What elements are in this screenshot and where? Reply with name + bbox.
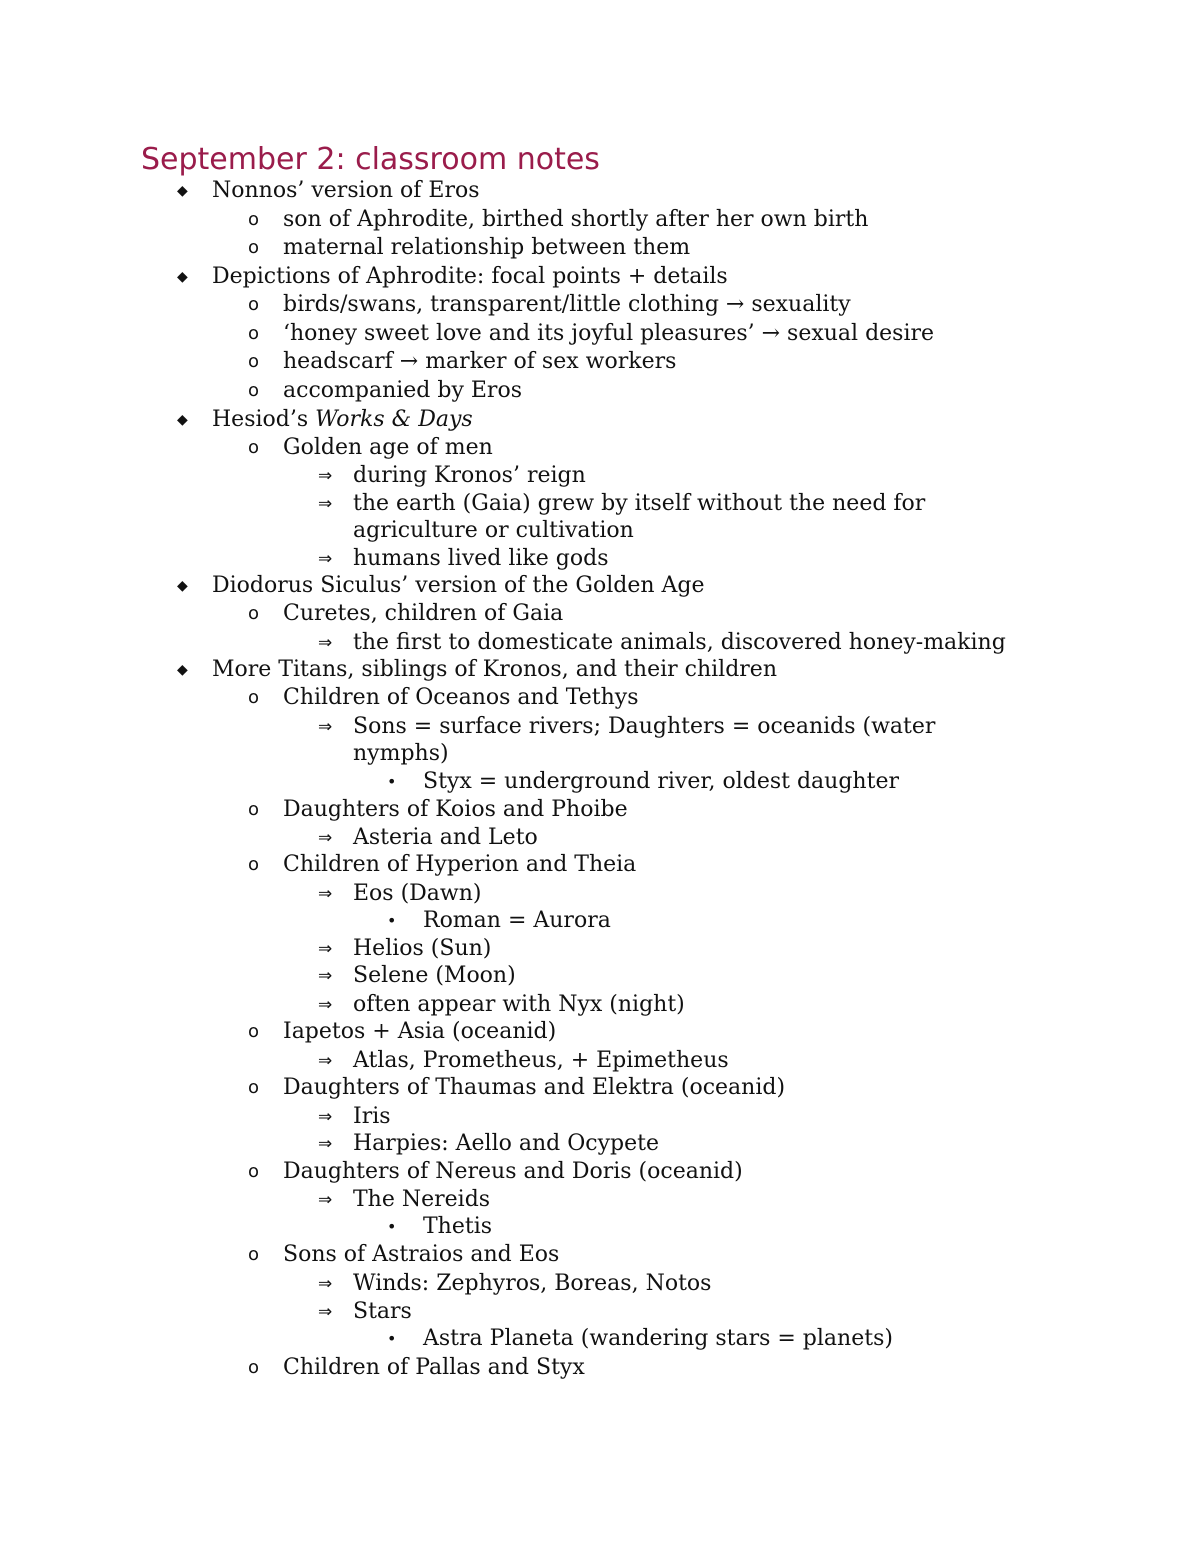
list-item: Astra Planeta (wandering stars = planets) bbox=[423, 1326, 893, 1351]
circle-bullet-icon: o bbox=[248, 380, 260, 401]
list-item-continuation: agriculture or cultivation bbox=[353, 518, 634, 543]
circle-bullet-icon: o bbox=[248, 854, 260, 875]
list-item: Stars bbox=[353, 1299, 412, 1324]
arrow-bullet-icon: ⇒ bbox=[318, 1274, 333, 1294]
circle-bullet-icon: o bbox=[248, 1161, 260, 1182]
arrow-bullet-icon: ⇒ bbox=[318, 549, 333, 569]
list-item: Styx = underground river, oldest daughter bbox=[423, 769, 899, 794]
circle-bullet-icon: o bbox=[248, 687, 260, 708]
list-item: Sons = surface rivers; Daughters = oceanids (water bbox=[353, 714, 936, 739]
circle-bullet-icon: o bbox=[248, 603, 260, 624]
dot-bullet-icon: • bbox=[387, 1217, 397, 1236]
list-item: Nonnos’ version of Eros bbox=[212, 178, 480, 203]
arrow-bullet-icon: ⇒ bbox=[318, 466, 333, 486]
list-item: often appear with Nyx (night) bbox=[353, 992, 685, 1017]
list-item: Selene (Moon) bbox=[353, 963, 516, 988]
list-item: Roman = Aurora bbox=[423, 908, 611, 933]
arrow-bullet-icon: ⇒ bbox=[318, 1134, 333, 1154]
list-item: The Nereids bbox=[353, 1187, 491, 1212]
list-item: maternal relationship between them bbox=[283, 235, 691, 260]
list-item: the earth (Gaia) grew by itself without the need for bbox=[353, 491, 926, 516]
list-item: Iapetos + Asia (oceanid) bbox=[283, 1019, 557, 1044]
list-item bbox=[212, 406, 473, 434]
list-item: Atlas, Prometheus, + Epimetheus bbox=[353, 1048, 729, 1073]
circle-bullet-icon: o bbox=[248, 1077, 260, 1098]
list-item: Daughters of Koios and Phoibe bbox=[283, 797, 628, 822]
list-item: during Kronos’ reign bbox=[353, 463, 586, 488]
circle-bullet-icon: o bbox=[248, 351, 260, 372]
list-item: the first to domesticate animals, discovered honey-making bbox=[353, 630, 1006, 655]
list-item: ‘honey sweet love and its joyful pleasures’ → sexual desire bbox=[283, 321, 935, 346]
arrow-bullet-icon: ⇒ bbox=[318, 1302, 333, 1322]
circle-bullet-icon: o bbox=[248, 294, 260, 315]
diamond-bullet-icon: ◆ bbox=[177, 412, 188, 428]
arrow-bullet-icon: ⇒ bbox=[318, 633, 333, 653]
list-item: Daughters of Nereus and Doris (oceanid) bbox=[283, 1159, 743, 1184]
list-item: Eos (Dawn) bbox=[353, 881, 482, 906]
list-item: Golden age of men bbox=[283, 435, 493, 460]
list-item-text: Hesiod’s bbox=[212, 407, 316, 432]
circle-bullet-icon: o bbox=[248, 1357, 260, 1378]
list-item: Winds: Zephyros, Boreas, Notos bbox=[353, 1271, 712, 1296]
book-title: Works & Days bbox=[315, 407, 473, 432]
list-item-continuation: nymphs) bbox=[353, 741, 449, 766]
list-item: Depictions of Aphrodite: focal points + details bbox=[212, 264, 728, 289]
list-item: humans lived like gods bbox=[353, 546, 609, 571]
list-item: Helios (Sun) bbox=[353, 936, 492, 961]
list-item: Children of Pallas and Styx bbox=[283, 1355, 585, 1380]
circle-bullet-icon: o bbox=[248, 323, 260, 344]
list-item: Sons of Astraios and Eos bbox=[283, 1242, 560, 1267]
diamond-bullet-icon: ◆ bbox=[177, 578, 188, 594]
circle-bullet-icon: o bbox=[248, 437, 260, 458]
arrow-bullet-icon: ⇒ bbox=[318, 828, 333, 848]
circle-bullet-icon: o bbox=[248, 1244, 260, 1265]
list-item: Curetes, children of Gaia bbox=[283, 601, 564, 626]
list-item: Children of Oceanos and Tethys bbox=[283, 685, 639, 710]
list-item: accompanied by Eros bbox=[283, 378, 522, 403]
circle-bullet-icon: o bbox=[248, 209, 260, 230]
list-item: Thetis bbox=[423, 1214, 493, 1239]
arrow-bullet-icon: ⇒ bbox=[318, 966, 333, 986]
arrow-bullet-icon: ⇒ bbox=[318, 1190, 333, 1210]
arrow-bullet-icon: ⇒ bbox=[318, 494, 333, 514]
diamond-bullet-icon: ◆ bbox=[177, 662, 188, 678]
page-title: September 2: classroom notes bbox=[141, 142, 600, 177]
list-item: Harpies: Aello and Ocypete bbox=[353, 1131, 659, 1156]
list-item: Diodorus Siculus’ version of the Golden Age bbox=[212, 573, 705, 598]
list-item: birds/swans, transparent/little clothing → sexuality bbox=[283, 292, 851, 317]
list-item: Asteria and Leto bbox=[353, 825, 538, 850]
diamond-bullet-icon: ◆ bbox=[177, 183, 188, 199]
circle-bullet-icon: o bbox=[248, 799, 260, 820]
arrow-bullet-icon: ⇒ bbox=[318, 1051, 333, 1071]
list-item: Iris bbox=[353, 1104, 391, 1129]
list-item: More Titans, siblings of Kronos, and their children bbox=[212, 657, 777, 682]
arrow-bullet-icon: ⇒ bbox=[318, 1107, 333, 1127]
arrow-bullet-icon: ⇒ bbox=[318, 884, 333, 904]
list-item: headscarf → marker of sex workers bbox=[283, 349, 677, 374]
dot-bullet-icon: • bbox=[387, 911, 397, 930]
diamond-bullet-icon: ◆ bbox=[177, 269, 188, 285]
list-item: Daughters of Thaumas and Elektra (oceanid) bbox=[283, 1075, 786, 1100]
circle-bullet-icon: o bbox=[248, 237, 260, 258]
arrow-bullet-icon: ⇒ bbox=[318, 995, 333, 1015]
list-item: son of Aphrodite, birthed shortly after her own birth bbox=[283, 207, 869, 232]
dot-bullet-icon: • bbox=[387, 1329, 397, 1348]
arrow-bullet-icon: ⇒ bbox=[318, 717, 333, 737]
list-item: Children of Hyperion and Theia bbox=[283, 852, 637, 877]
circle-bullet-icon: o bbox=[248, 1021, 260, 1042]
arrow-bullet-icon: ⇒ bbox=[318, 939, 333, 959]
dot-bullet-icon: • bbox=[387, 772, 397, 791]
